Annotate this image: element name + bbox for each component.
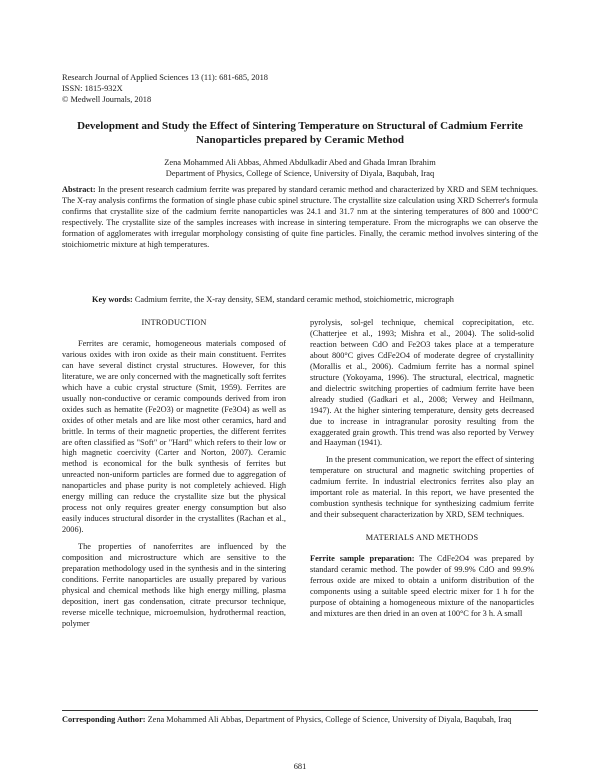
authors: Zena Mohammed Ali Abbas, Ahmed Abdulkadir Abed and Ghada Imran Ibrahim bbox=[164, 158, 436, 167]
section-heading-introduction: INTRODUCTION bbox=[141, 318, 207, 327]
corresponding-author bbox=[62, 714, 538, 725]
abstract-label: Abstract: bbox=[62, 185, 96, 194]
methods-paragraph bbox=[310, 554, 534, 620]
page-number: 681 bbox=[293, 762, 307, 771]
corresponding-author-label: Corresponding Author: bbox=[62, 715, 146, 724]
keywords bbox=[92, 294, 538, 305]
right-column bbox=[310, 318, 534, 626]
paper-title: Development and Study the Effect of Sintering Temperature on Structural of Cadmium Ferrite Nanoparticles prepared by Ceramic Method bbox=[77, 120, 523, 146]
methods-subheading: Ferrite sample preparation: bbox=[310, 554, 415, 564]
keywords-text: Cadmium ferrite, the X-ray density, SEM, standard ceramic method, stoichiometric, micrograph bbox=[134, 295, 454, 304]
intro-paragraph-4: In the present communication, we report the effect of sintering temperature on structural and magnetic switching properties of cadmium ferrite. In industrial electronics ferrites also play an important role as material. In this report, we have presented the combustion synthesis technique for synthesizing cadmium ferrite and their subsequent characterization by XRD, SEM techniques. bbox=[310, 455, 534, 520]
intro-paragraph-1: Ferrites are ceramic, homogeneous materials composed of various oxides with iron oxide as their main constituent. Ferrites can have several distinct crystal structures. However, for this literature, we are only concerned with the magnetically soft ferrites which have a cubic crystal structure (Smit, 1959). Ferrites are usually non-conductive or ceramic compounds derived from iron oxides such as hematite (Fe2O3) or magnetite (Fe3O4) as well as oxides of other metals and are like most other ceramics, hard and brittle. In terms of their magnetic properties, the different ferrites are often classified as "Soft" or "Hard" which refers to their low or high magnetic coercivity (Carter and Norton, 2007). Ceramic method is economical for the bulk synthesis of ferrites but unreacted non-uniform particles are formed due to aggregation of nanoparticles and phase purity is not completely achieved. High energy milling can reduce the crystallite size but the physical process not only requires greater energy consumption but also easily induces structural disorder in the crystallites (Rachan et al., 2006). bbox=[62, 338, 286, 535]
affiliation: Department of Physics, College of Science, University of Diyala, Baqubah, Iraq bbox=[165, 169, 435, 178]
section-heading-methods: MATERIALS AND METHODS bbox=[365, 533, 479, 543]
intro-paragraph-2: The properties of nanoferrites are influenced by the composition and microstructure which are sensitive to the preparation methodology used in the synthesis and in the sintering conditions. Ferrite nanoparticles are usually prepared by various physical and chemical methods like high energy milling, plasma deposition, inert gas condensation, citrate precursor technique, reverse micelle technique, microemulsion, hydrothermal reaction, polymer bbox=[62, 542, 286, 628]
abstract bbox=[62, 184, 538, 251]
journal-citation: Research Journal of Applied Sciences 13 (11): 681-685, 2018 bbox=[62, 73, 268, 82]
left-column bbox=[62, 318, 286, 636]
intro-paragraph-3: pyrolysis, sol-gel technique, chemical coprecipitation, etc. (Chatterjee et al., 1993; Mishra et al., 2004). The solid-solid reaction between CdO and Fe2O3 takes place at a temperature about 800°C gives CdFe2O4 of moderate degree of crystallinity (Morallis et al., 2006). Cadmium ferrite has a normal spinel structure (Yokoyama, 1996). The structural, electrical, magnetic and dielectric switching properties of cadmium ferrite have been already studied (Gadkari et al., 2008; Verwey and Heilmann, 1947). At the higher sintering temperature, density gets decreased due to increase in intragranular porosity resulting from the exaggerated grain growth. This trend was also reported by Verwey and Haayman (1941). bbox=[310, 318, 534, 448]
author-block bbox=[62, 157, 538, 179]
keywords-label: Key words: bbox=[92, 295, 133, 304]
abstract-text: In the present research cadmium ferrite was prepared by standard ceramic method and characterized by XRD and SEM techniques. The X-ray analysis confirms the formation of single phase cubic spinel structure. The crystallite size calculation using XRD Scherrer's formula confirms that crystallite size of the cadmium ferrite nanoparticles was 24.1 and 31.7 nm at the sintering temperatures of 800 and 1000°C respectively. The crystallite size of the samples increases with increase in sintering temperature. From the micrographs we can observe the formation of agglomerates with irregular morphology consisting of quite fine particles. Finally, the ceramic method involves sintering of the stoichiometric mixture at high temperatures. bbox=[62, 185, 538, 250]
journal-header bbox=[62, 72, 542, 106]
methods-text: The CdFe2O4 was prepared by standard ceramic method. The powder of 99.9% CdO and 99.9% ferrous oxide are mixed to obtain a uniform distribution of the components using a suitable speed electric mixer for 1 h for the purpose of obtaining a homogeneous mixture of the nanoparticles and mixtures are then dried in an oven at 100°C for 3 h. A small bbox=[310, 554, 534, 618]
footer-divider bbox=[62, 710, 538, 711]
issn: ISSN: 1815-932X bbox=[62, 84, 123, 94]
corresponding-author-text: Zena Mohammed Ali Abbas, Department of Physics, College of Science, University of Diyala, Baqubah, Iraq bbox=[147, 715, 512, 724]
copyright: © Medwell Journals, 2018 bbox=[62, 95, 152, 105]
